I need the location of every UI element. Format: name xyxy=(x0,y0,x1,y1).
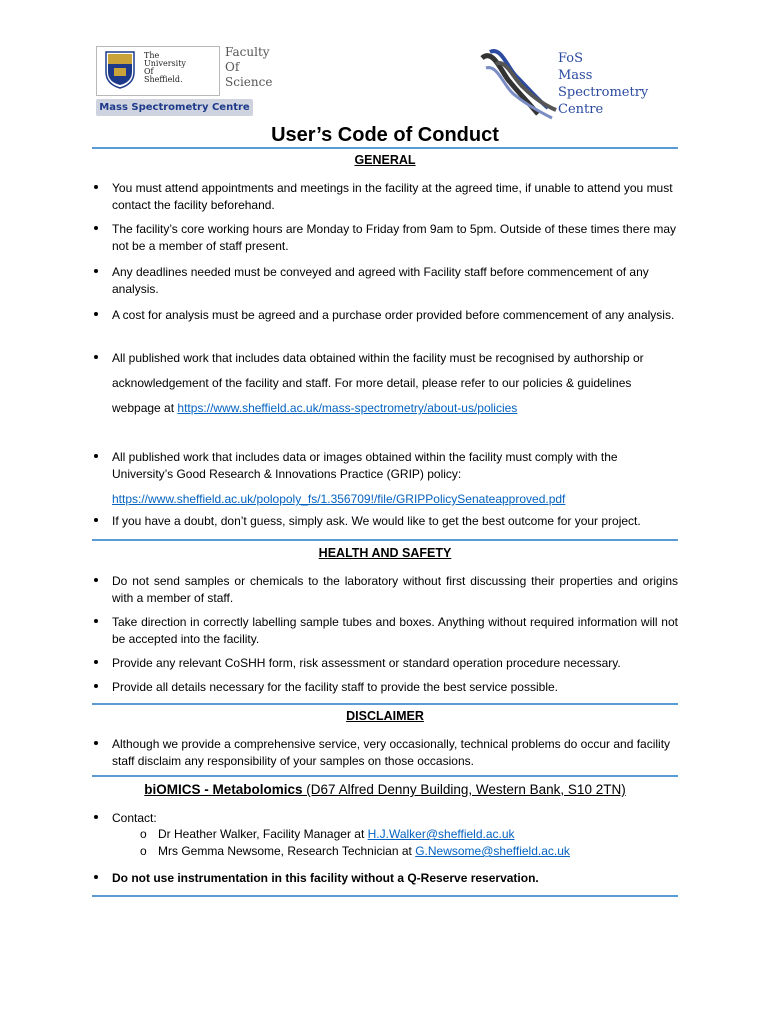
contact-newsome xyxy=(158,843,570,860)
contact-walker xyxy=(158,826,515,843)
section-heading-health: HEALTH AND SAFETY xyxy=(318,546,452,560)
fos-line: FoS xyxy=(558,51,584,66)
bullet-icon xyxy=(92,449,100,457)
health-bullet-1: Do not send samples or chemicals to the laboratory without first discussing their properties and origins with a member of staff. xyxy=(112,574,678,605)
general-bullet-3: Any deadlines needed must be conveyed and agreed with Facility staff before commencement of any analysis. xyxy=(112,265,649,296)
bullet-icon xyxy=(92,870,100,878)
bullet-icon xyxy=(92,264,100,272)
biomics-heading-title: biOMICS - Metabolomics xyxy=(144,782,303,797)
faculty-line: Of xyxy=(225,60,240,74)
biomics-heading xyxy=(92,782,678,797)
university-line: Of xyxy=(144,67,154,76)
fos-line: Spectrometry xyxy=(558,85,649,100)
contact-label: Contact: xyxy=(112,811,157,825)
general-bullet-5 xyxy=(112,346,678,421)
faculty-line: Science xyxy=(225,75,273,89)
general-bullet-4: A cost for analysis must be agreed and a purchase order provided before commencement of any analysis. xyxy=(112,308,675,322)
general-bullet-5-text: All published work that includes data obtained within the facility must be recognised by authorship or acknowledgement of the facility and staff. For more detail, please refer to our policies & guidelines webpage at xyxy=(112,351,644,415)
walker-email-link[interactable]: H.J.Walker@sheffield.ac.uk xyxy=(367,827,515,841)
bullet-icon xyxy=(92,736,100,744)
newsome-email-link[interactable]: G.Newsome@sheffield.ac.uk xyxy=(415,844,570,858)
divider xyxy=(92,703,678,705)
fos-line: Centre xyxy=(558,102,604,117)
bullet-icon xyxy=(92,221,100,229)
fos-centre-name xyxy=(558,50,648,118)
general-bullet-7: If you have a doubt, don’t guess, simply ask. We would like to get the best outcome for your project. xyxy=(112,514,641,528)
faculty-name xyxy=(225,45,272,90)
contact-walker-text: Dr Heather Walker, Facility Manager at xyxy=(158,827,368,841)
university-crest-icon xyxy=(104,50,136,90)
sub-bullet-icon: o xyxy=(140,844,147,858)
spectrometry-wave-icon xyxy=(476,44,564,124)
grip-policy-link[interactable]: https://www.sheffield.ac.uk/polopoly_fs/1.356709!/file/GRIPPolicySenateapproved.pdf xyxy=(112,492,566,506)
divider xyxy=(92,775,678,777)
centre-badge: Mass Spectrometry Centre xyxy=(96,99,253,116)
policies-link[interactable]: https://www.sheffield.ac.uk/mass-spectrometry/about-us/policies xyxy=(177,401,518,415)
bullet-icon xyxy=(92,573,100,581)
bullet-icon xyxy=(92,614,100,622)
general-bullet-1: You must attend appointments and meetings in the facility at the agreed time, if unable to attend you must contact the facility beforehand. xyxy=(112,181,673,212)
general-bullet-6 xyxy=(112,449,678,508)
university-line: University xyxy=(144,59,186,68)
bullet-icon xyxy=(92,307,100,315)
university-line: The xyxy=(144,51,160,60)
qreserve-warning: Do not use instrumentation in this facility without a Q-Reserve reservation. xyxy=(112,871,539,885)
university-line: Sheffield. xyxy=(144,75,183,84)
health-bullet-3: Provide any relevant CoSHH form, risk assessment or standard operation procedure necessary. xyxy=(112,656,621,670)
bullet-icon xyxy=(92,513,100,521)
faculty-line: Faculty xyxy=(225,45,270,59)
sub-bullet-icon: o xyxy=(140,827,147,841)
health-bullet-2: Take direction in correctly labelling sample tubes and boxes. Anything without required information will not be accepted into the facility. xyxy=(112,615,678,646)
section-heading-disclaimer: DISCLAIMER xyxy=(346,709,424,723)
university-name xyxy=(144,52,186,84)
bullet-icon xyxy=(92,655,100,663)
bullet-icon xyxy=(92,810,100,818)
divider xyxy=(92,539,678,541)
contact-newsome-text: Mrs Gemma Newsome, Research Technician at xyxy=(158,844,416,858)
health-bullet-4: Provide all details necessary for the facility staff to provide the best service possible. xyxy=(112,680,558,694)
page-title: User’s Code of Conduct xyxy=(271,124,499,146)
section-heading-general: GENERAL xyxy=(354,153,416,167)
fos-line: Mass xyxy=(558,68,593,83)
divider xyxy=(92,147,678,149)
disclaimer-bullet-1: Although we provide a comprehensive service, very occasionally, technical problems do occur and facility staff disclaim any responsibility of your samples on those occasions. xyxy=(112,737,671,768)
bullet-icon xyxy=(92,679,100,687)
bullet-icon xyxy=(92,180,100,188)
bullet-icon xyxy=(92,350,100,358)
general-bullet-2: The facility’s core working hours are Monday to Friday from 9am to 5pm. Outside of these times there may not be a member of staff present. xyxy=(112,222,677,253)
divider xyxy=(92,895,678,897)
general-bullet-6-text: All published work that includes data or images obtained within the facility must comply with the University’s Good Research & Innovations Practice (GRIP) policy: xyxy=(112,450,618,481)
biomics-heading-address: (D67 Alfred Denny Building, Western Bank, S10 2TN) xyxy=(302,782,626,797)
